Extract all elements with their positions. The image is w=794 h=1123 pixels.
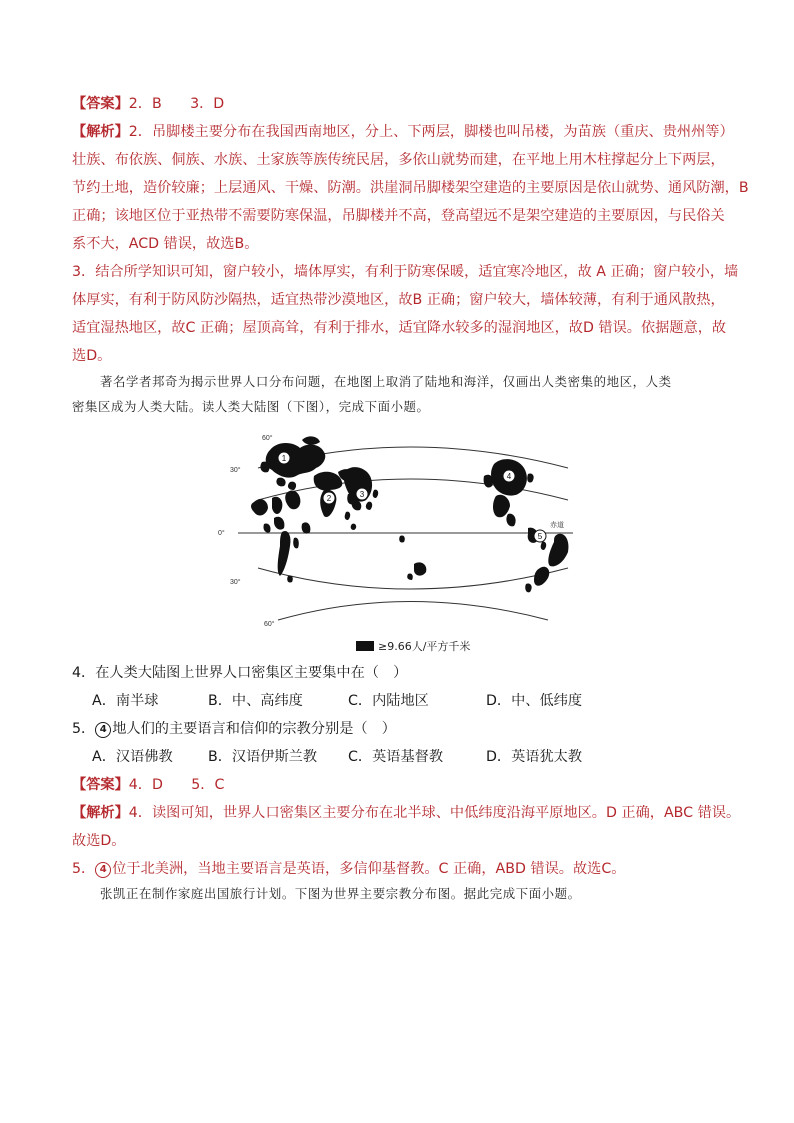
q5-number: 5． [72,721,96,737]
q5-option-c: C．英语基督教 [348,749,444,765]
q4-option-c: C．内陆地区 [348,693,429,709]
marker-label: 5 [537,532,543,541]
q5-stem-text: 地人们的主要语言和信仰的宗教分别是（ ） [112,721,396,737]
answer-tag: 【答案】 [72,96,129,112]
analysis-text: 节约土地，造价较廉；上层通风、干燥、防潮。洪崖洞吊脚楼架空建造的主要原因是依山就势、通风防潮，B [72,180,749,196]
lat-label: 30° [230,579,241,586]
q5-option-d: D．英语犹太教 [486,749,583,765]
legend-swatch [356,641,374,651]
marker-label: 2 [326,494,332,503]
q4-option-d: D．中、低纬度 [486,693,583,709]
east-asia-population-cluster [344,467,426,580]
analysis-tag: 【解析】 [72,805,129,821]
q4-option-b: B．中、高纬度 [208,693,303,709]
q4-option-a: A．南半球 [92,693,159,709]
lat-label: 60° [262,435,273,442]
analysis-text: 系不大，ACD 错误，故选B。 [72,236,259,252]
question-intro: 密集区成为人类大陆。读人类大陆图（下图），完成下面小题。 [72,399,430,414]
map-marker-2 [323,492,335,504]
analysis-text: 2．吊脚楼主要分布在我国西南地区，分上、下两层，脚楼也叫吊楼，为苗族（重庆、贵州州等） [128,124,734,140]
answer-line-2 [72,775,732,795]
analysis-text: 适宜湿热地区，故C 正确；屋顶高耸，有利于排水，适宜降水较多的湿润地区，故D 错误。依据题意，故 [72,320,727,336]
q5-option-b: B．汉语伊斯兰教 [208,749,318,765]
marker-4-icon: 4 [95,862,111,878]
latitude-line-30s [258,568,568,589]
analysis-text: 位于北美洲，当地主要语言是英语，多信仰基督教。C 正确，ABD 错误。故选C。 [112,861,626,877]
question-5-stem [72,719,732,739]
marker-4-icon: 4 [95,722,111,738]
analysis-text: 体厚实，有利于防风防沙隔热，适宜热带沙漠地区，故B 正确；窗户较大，墙体较薄，有利于通风散热， [72,292,725,308]
analysis-text: 故选D。 [72,833,126,849]
lat-label: 30° [230,467,241,474]
q5-option-a: A．汉语佛教 [92,749,173,765]
analysis-number: 5． [72,861,96,877]
south-america-population-cluster [525,528,568,593]
analysis-tag: 【解析】 [72,124,129,140]
analysis-text: 正确；该地区位于亚热带不需要防寒保温，吊脚楼并不高，登高望远不是架空建造的主要原因，与民俗关 [72,208,725,224]
map-marker-3 [356,488,368,500]
answer-tag: 【答案】 [72,777,129,793]
marker-label: 3 [359,490,365,499]
answer-text: 4．D 5．C [128,777,225,793]
analysis-line [72,803,741,823]
map-marker-1 [278,452,290,464]
equator-label: 赤道 [550,522,564,529]
analysis-text: 选D。 [72,348,112,364]
marker-label: 4 [506,472,512,481]
human-continent-map [218,428,578,633]
question-intro: 著名学者邦奇为揭示世界人口分布问题，在地图上取消了陆地和海洋，仅画出人类密集的地区，人类 [100,374,672,389]
analysis-line [72,859,732,879]
map-legend [356,638,470,654]
answer-text: 2．B 3．D [128,96,225,112]
analysis-text: 3．结合所学知识可知，窗户较小，墙体厚实，有利于防寒保暖，适宜寒冷地区，故 A 正确；窗户较小，墙 [72,264,739,280]
question-4-stem: 4．在人类大陆图上世界人口密集区主要集中在（ ） [72,665,408,681]
latitude-line-60s [278,602,548,621]
analysis-line [72,122,732,142]
lat-label: 0° [218,530,225,537]
question-intro: 张凯正在制作家庭出国旅行计划。下图为世界主要宗教分布图。据此完成下面小题。 [100,886,581,901]
answer-line-1 [72,94,732,114]
map-marker-5 [534,530,546,542]
north-america-population-cluster [484,459,534,526]
map-marker-4 [503,470,515,482]
legend-label: ≥9.66人/平方千米 [378,640,471,653]
marker-label: 1 [281,454,287,463]
lat-label: 60° [264,621,275,628]
analysis-text: 4．读图可知，世界人口密集区主要分布在北半球、中低纬度沿海平原地区。D 正确，ABC 错误。 [128,805,741,821]
analysis-text: 壮族、布依族、侗族、水族、土家族等族传统民居，多依山就势而建，在平地上用木柱撑起分上下两层， [72,152,725,168]
